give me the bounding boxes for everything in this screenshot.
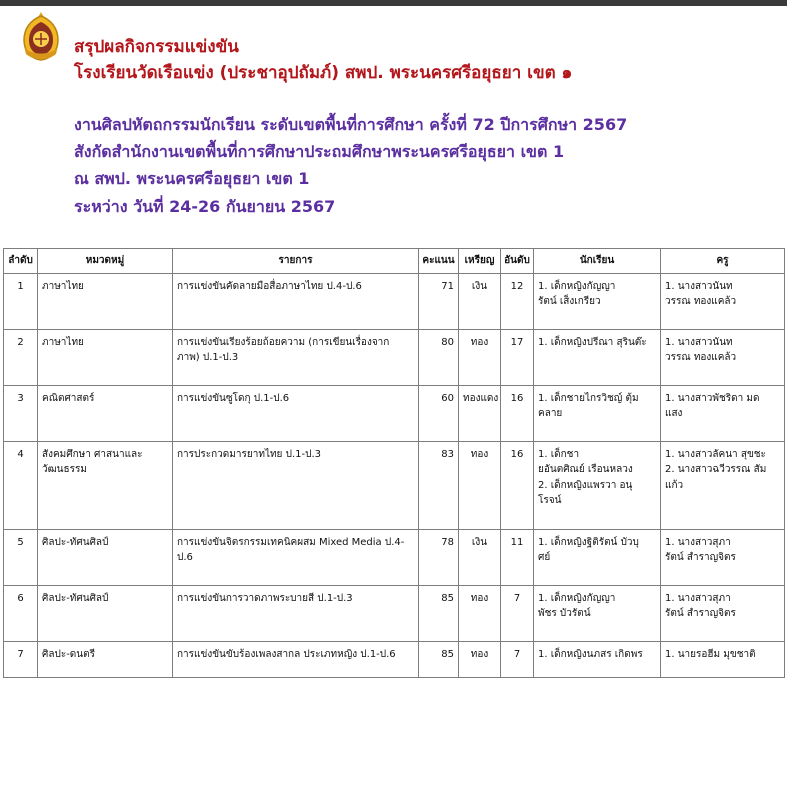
cell-teacher-line: 1. นางสาวลัคนา สุขชะ — [665, 448, 766, 460]
cell-category — [38, 329, 173, 385]
page-title: สรุปผลกิจกรรมแข่งขัน — [74, 37, 239, 57]
cell-student-line: 1. เด็กหญิงฐิติรัตน์ บัวบุ — [538, 536, 639, 548]
column-header-student: นักเรียน — [534, 249, 661, 274]
cell-student-line: 1. เด็กหญิงกัญญา — [538, 280, 616, 292]
event-venue: ณ สพป. พระนครศรีอยุธยา เขต 1 — [74, 169, 310, 188]
cell-category-line: คณิตศาสตร์ — [42, 392, 95, 404]
cell-category-line: สังคมศึกษา ศาสนาและ — [42, 448, 143, 460]
cell-student — [534, 441, 661, 529]
cell-student-line: 1. เด็กหญิงนภสร เกิดพร — [538, 648, 643, 660]
cell-teacher-line: 1. นางสาวนันท — [665, 336, 733, 348]
cell-score: 78 — [419, 529, 459, 585]
cell-medal: ทอง — [459, 641, 501, 677]
cell-category — [38, 641, 173, 677]
cell-student-line: โรจน์ — [538, 495, 562, 506]
cell-teacher-line: แสง — [665, 408, 683, 419]
cell-no: 5 — [4, 529, 38, 585]
cell-rank: 16 — [501, 385, 534, 441]
cell-category-line: ภาษาไทย — [42, 280, 84, 292]
cell-teacher-line: 1. นางสาวสุภา — [665, 592, 731, 604]
cell-item — [173, 385, 419, 441]
cell-item — [173, 585, 419, 641]
event-name: งานศิลปหัตถกรรมนักเรียน ระดับเขตพื้นที่การศึกษา ครั้งที่ 72 ปีการศึกษา 2567 — [74, 115, 628, 134]
event-affiliation: สังกัดสำนักงานเขตพื้นที่การศึกษาประถมศึกษาพระนครศรีอยุธยา เขต 1 — [74, 142, 565, 161]
cell-rank: 7 — [501, 641, 534, 677]
column-header-teacher: ครู — [661, 249, 785, 274]
cell-student — [534, 329, 661, 385]
cell-teacher-line: 1. นางสาวสุภา — [665, 536, 731, 548]
cell-student-line: 1. เด็กหญิงกัญญา — [538, 592, 616, 604]
cell-category-line: ศิลปะ-ทัศนศิลป์ — [42, 592, 109, 604]
cell-score: 83 — [419, 441, 459, 529]
cell-rank: 16 — [501, 441, 534, 529]
cell-score: 71 — [419, 273, 459, 329]
table-row — [4, 529, 785, 585]
cell-score: 85 — [419, 641, 459, 677]
cell-student — [534, 585, 661, 641]
cell-category-line: ศิลปะ-ทัศนศิลป์ — [42, 536, 109, 548]
cell-category-line: ศิลปะ-ดนตรี — [42, 648, 95, 660]
cell-medal: ทองแดง — [459, 385, 501, 441]
cell-item-line: การแข่งขันการวาดภาพระบายสี ป.1-ป.3 — [177, 592, 353, 604]
column-header-category: หมวดหมู่ — [38, 249, 173, 274]
cell-teacher-line: 2. นางสาวฉวีวรรณ สัม — [665, 464, 767, 475]
column-header-score: คะแนน — [419, 249, 459, 274]
cell-teacher-line: วรรณ ทองแคล้ว — [665, 296, 737, 307]
cell-medal: ทอง — [459, 329, 501, 385]
cell-medal: ทอง — [459, 441, 501, 529]
cell-teacher — [661, 641, 785, 677]
cell-no: 2 — [4, 329, 38, 385]
column-header-medal: เหรียญ — [459, 249, 501, 274]
table-row — [4, 585, 785, 641]
cell-teacher — [661, 385, 785, 441]
cell-student-line: ศย์ — [538, 552, 551, 563]
table-row — [4, 441, 785, 529]
cell-teacher — [661, 441, 785, 529]
cell-teacher-line: รัตน์ สำราญจิตร — [665, 552, 736, 563]
cell-item — [173, 273, 419, 329]
cell-item — [173, 441, 419, 529]
cell-student-line: ยอันตศิณย์ เรือนหลวง — [538, 464, 633, 475]
cell-rank: 17 — [501, 329, 534, 385]
top-bar — [0, 0, 787, 6]
cell-student-line: พัชร บัวรัตน์ — [538, 608, 591, 619]
cell-score: 85 — [419, 585, 459, 641]
cell-rank: 12 — [501, 273, 534, 329]
table-row — [4, 385, 785, 441]
cell-teacher-line: รัตน์ สำราญจิตร — [665, 608, 736, 619]
cell-medal: เงิน — [459, 273, 501, 329]
cell-no: 3 — [4, 385, 38, 441]
cell-student — [534, 273, 661, 329]
cell-score: 80 — [419, 329, 459, 385]
column-header-rank: อันดับ — [501, 249, 534, 274]
cell-rank: 11 — [501, 529, 534, 585]
cell-teacher — [661, 585, 785, 641]
cell-item-line: การแข่งขันเรียงร้อยถ้อยความ (การเขียนเรื่องจาก — [177, 336, 390, 348]
cell-item — [173, 329, 419, 385]
cell-category — [38, 529, 173, 585]
table-row — [4, 641, 785, 677]
cell-student — [534, 529, 661, 585]
cell-student-line: คลาย — [538, 408, 563, 419]
cell-medal: เงิน — [459, 529, 501, 585]
cell-item-line: การประกวดมารยาทไทย ป.1-ป.3 — [177, 448, 321, 460]
cell-item — [173, 529, 419, 585]
cell-score: 60 — [419, 385, 459, 441]
column-header-item: รายการ — [173, 249, 419, 274]
cell-item-line: การแข่งขันคัดลายมือสื่อภาษาไทย ป.4-ป.6 — [177, 280, 362, 292]
cell-category — [38, 385, 173, 441]
cell-student-line: 1. เด็กหญิงปรีณา สุรินต๊ะ — [538, 336, 647, 348]
cell-no: 6 — [4, 585, 38, 641]
cell-item-line: การแข่งขันจิตรกรรมเทคนิคผสม Mixed Media ป.4- — [177, 536, 405, 548]
cell-item-line: ป.6 — [177, 552, 193, 563]
cell-no: 1 — [4, 273, 38, 329]
cell-category-line: วัฒนธรรม — [42, 464, 87, 475]
table-row — [4, 329, 785, 385]
cell-teacher — [661, 529, 785, 585]
cell-teacher-line: วรรณ ทองแคล้ว — [665, 352, 737, 363]
cell-category — [38, 585, 173, 641]
cell-teacher-line: 1. นางสาวพัชริดา มด — [665, 392, 760, 404]
event-dates: ระหว่าง วันที่ 24-26 กันยายน 2567 — [74, 197, 336, 216]
school-name: โรงเรียนวัดเรือแข่ง (ประชาอุปถัมภ์) สพป. พระนครศรีอยุธยา เขต ๑ — [74, 63, 573, 83]
cell-category-line: ภาษาไทย — [42, 336, 84, 348]
table-row — [4, 273, 785, 329]
results-table — [3, 248, 785, 678]
cell-item-line: การแข่งขันขับร้องเพลงสากล ประเภทหญิง ป.1-ป.6 — [177, 648, 396, 660]
cell-teacher-line: 1. นายรอฮีม มุขชาติ — [665, 648, 756, 660]
cell-student-line: 1. เด็กชา — [538, 448, 580, 460]
cell-item-line: การแข่งขันซูโดกุ ป.1-ป.6 — [177, 392, 290, 404]
cell-category — [38, 441, 173, 529]
cell-rank: 7 — [501, 585, 534, 641]
cell-no: 4 — [4, 441, 38, 529]
cell-teacher-line: แก้ว — [665, 479, 684, 491]
table-header-row — [4, 249, 785, 274]
cell-student-line: รัตน์ เส็งเกรียว — [538, 296, 601, 307]
cell-item-line: ภาพ) ป.1-ป.3 — [177, 352, 239, 363]
cell-category — [38, 273, 173, 329]
cell-student-line: 1. เด็กชายไกรวิชญ์ ตุ้ม — [538, 392, 639, 404]
cell-teacher — [661, 273, 785, 329]
cell-student — [534, 641, 661, 677]
cell-student-line: 2. เด็กหญิงแพรวา อนุ — [538, 479, 633, 491]
column-header-no: ลำดับ — [4, 249, 38, 274]
cell-teacher — [661, 329, 785, 385]
cell-no: 7 — [4, 641, 38, 677]
cell-student — [534, 385, 661, 441]
cell-teacher-line: 1. นางสาวนันท — [665, 280, 733, 292]
school-emblem-icon — [18, 10, 64, 62]
cell-item — [173, 641, 419, 677]
cell-medal: ทอง — [459, 585, 501, 641]
